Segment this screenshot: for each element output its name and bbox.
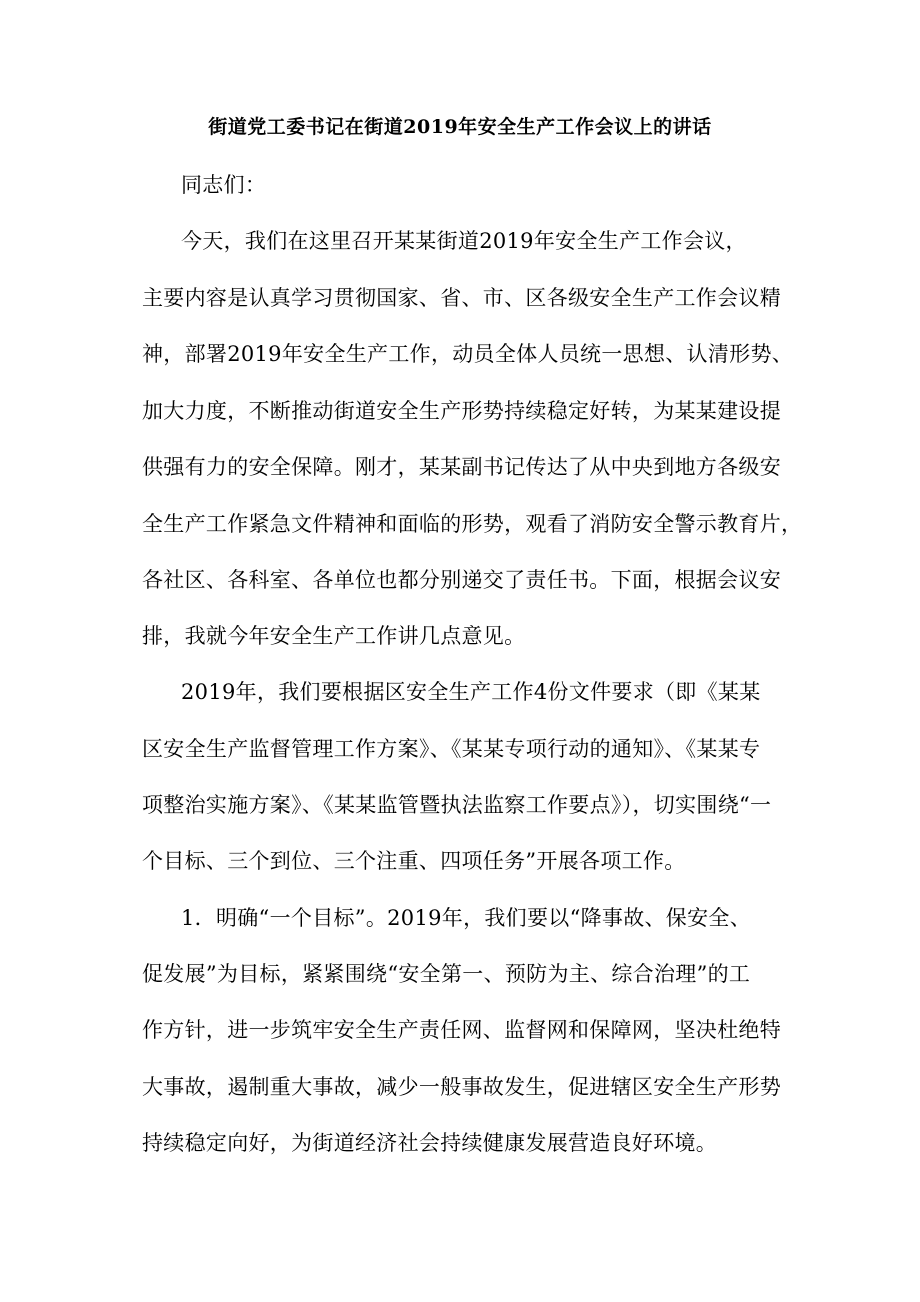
paragraph-2-line-4: 个目标、三个到位、三个注重、四项任务”开展各项工作。 <box>142 849 686 873</box>
paragraph-1-line-4: 加大力度，不断推动街道安全生产形势持续稳定好转，为某某建设提 <box>142 399 781 423</box>
paragraph-1-line-7: 各社区、各科室、各单位也都分别递交了责任书。下面，根据会议安 <box>142 568 781 592</box>
paragraph-3-line-2: 促发展”为目标，紧紧围绕“安全第一、预防为主、综合治理”的工 <box>142 962 751 986</box>
paragraph-3-line-5: 持续稳定向好，为街道经济社会持续健康发展营造良好环境。 <box>142 1131 718 1155</box>
salutation: 同志们： <box>181 173 267 197</box>
paragraph-3-line-4: 大事故，遏制重大事故，减少一般事故发生，促进辖区安全生产形势 <box>142 1075 781 1099</box>
paragraph-1-line-5: 供强有力的安全保障。刚才，某某副书记传达了从中央到地方各级安 <box>142 455 781 479</box>
paragraph-1-line-1: 今天，我们在这里召开某某街道2019年安全生产工作会议， <box>181 229 747 253</box>
paragraph-2-line-3: 项整治实施方案》、《某某监管暨执法监察工作要点》），切实围绕“一 <box>142 793 772 817</box>
paragraph-1-line-6: 全生产工作紧急文件精神和面临的形势，观看了消防安全警示教育片， <box>142 512 803 536</box>
paragraph-2-line-1: 2019年，我们要根据区安全生产工作4份文件要求（即《某某 <box>181 680 761 704</box>
paragraph-3-line-1: 1．明确“一个目标”。2019年，我们要以“降事故、保安全、 <box>181 906 752 930</box>
paragraph-2-line-2: 区安全生产监督管理工作方案》、《某某专项行动的通知》、《某某专 <box>142 737 761 761</box>
paragraph-1-line-3: 神，部署2019年安全生产工作，动员全体人员统一思想、认清形势、 <box>142 342 794 366</box>
document-title: 街道党工委书记在街道2019年安全生产工作会议上的讲话 <box>208 116 712 138</box>
paragraph-1-line-8: 排，我就今年安全生产工作讲几点意见。 <box>142 624 526 648</box>
paragraph-1-line-2: 主要内容是认真学习贯彻国家、省、市、区各级安全生产工作会议精 <box>142 286 781 310</box>
paragraph-3-line-3: 作方针，进一步筑牢安全生产责任网、监督网和保障网，坚决杜绝特 <box>142 1018 781 1042</box>
